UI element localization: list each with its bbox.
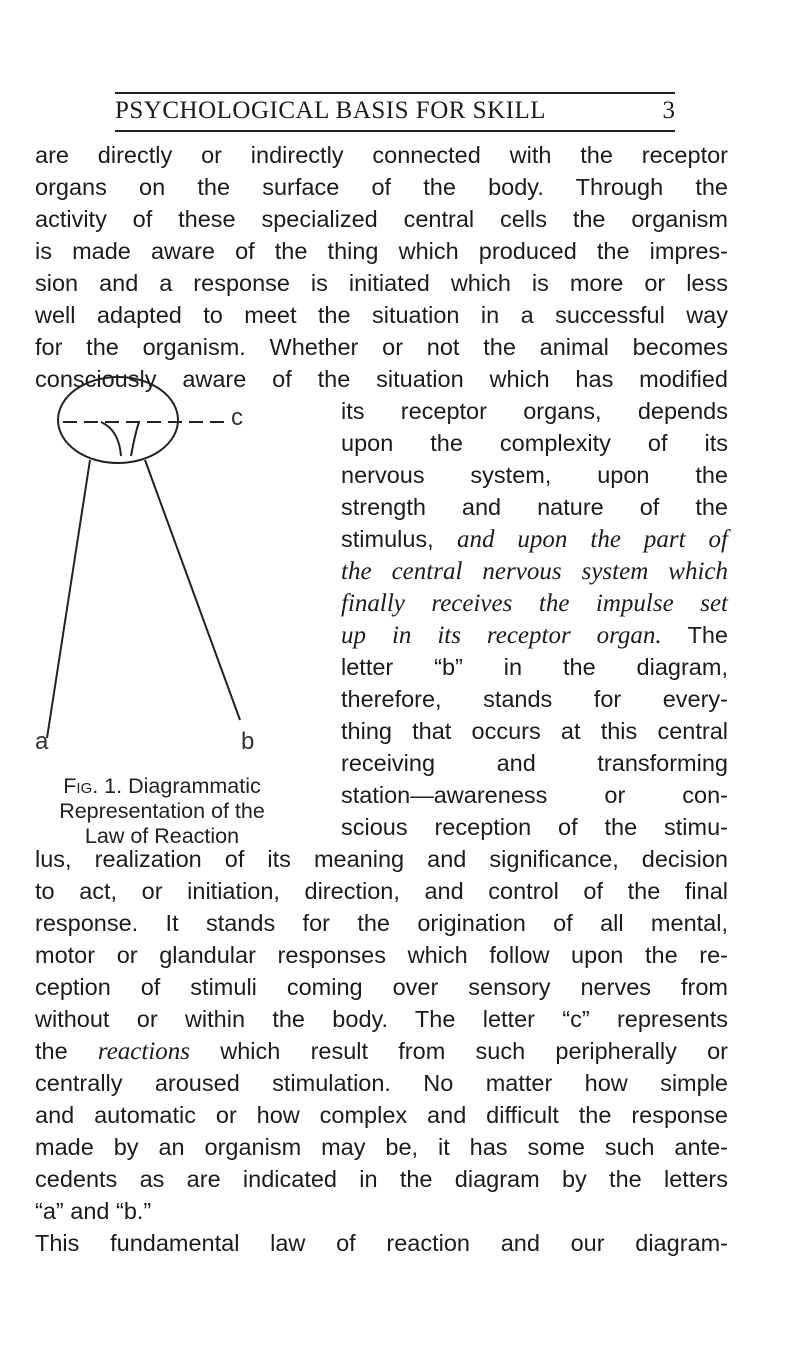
- text-line: upon the complexity of its: [341, 430, 728, 456]
- text-line: cedents as are indicated in the diagram by the letters: [35, 1166, 728, 1192]
- text-line: is made aware of the thing which produced the impres-: [35, 238, 728, 264]
- text-line: response. It stands for the origination of all mental,: [35, 910, 728, 936]
- text-line: made by an organism may be, it has some such ante-: [35, 1134, 728, 1160]
- text-line: sion and a response is initiated which is more or less: [35, 270, 728, 296]
- text-line: receiving and transforming: [341, 750, 728, 776]
- italic-text: up in its receptor organ.: [341, 622, 662, 649]
- text-line: nervous system, upon the: [341, 462, 728, 488]
- text-span: the: [35, 1038, 68, 1064]
- text-line: therefore, stands for every-: [341, 686, 728, 712]
- text-line: letter “b” in the diagram,: [341, 654, 728, 680]
- text-line: thing that occurs at this central: [341, 718, 728, 744]
- label-b: b: [241, 728, 255, 755]
- text-line: ception of stimuli coming over sensory nerves from: [35, 974, 728, 1000]
- afferent-path-line: [47, 460, 90, 738]
- text-line: scious reception of the stimu-: [341, 814, 728, 840]
- running-title: PSYCHOLOGICAL BASIS FOR SKILL: [115, 97, 546, 124]
- page-number: 3: [662, 97, 675, 124]
- label-a: a: [35, 728, 49, 755]
- efferent-path-line: [145, 460, 240, 720]
- text-line: motor or glandular responses which follow upon the re-: [35, 942, 728, 968]
- text-line: lus, realization of its meaning and significance, decision: [35, 846, 728, 872]
- text-line: well adapted to meet the situation in a successful way: [35, 302, 728, 328]
- text-line: station—awareness or con-: [341, 782, 728, 808]
- header-rule-top: [115, 92, 675, 94]
- header-rule-bottom: [115, 130, 675, 132]
- text-line: “a” and “b.”: [35, 1198, 152, 1224]
- italic-text: the central nervous system which: [341, 558, 728, 585]
- law-of-reaction-figure: [35, 368, 335, 848]
- inner-hook-right: [131, 422, 139, 456]
- text-line: [341, 556, 728, 586]
- label-c: c: [231, 404, 243, 431]
- text-line: strength and nature of the: [341, 494, 728, 520]
- text-span: which result from such peripherally or: [220, 1038, 728, 1064]
- text-line: [341, 588, 728, 618]
- reaction-diagram: [35, 368, 335, 748]
- caption-line: Diagrammatic: [128, 774, 261, 798]
- text-line: for the organism. Whether or not the animal becomes: [35, 334, 728, 360]
- text-line: [341, 620, 728, 650]
- italic-text: and upon the part of: [456, 526, 728, 553]
- caption-line: Representation of the: [59, 799, 265, 823]
- text-line: [341, 524, 728, 554]
- central-cell-ellipse: [58, 377, 178, 463]
- inner-hook-left: [101, 422, 121, 456]
- italic-text: reactions: [97, 1038, 191, 1065]
- text-line: its receptor organs, depends: [341, 398, 728, 424]
- text-line: and automatic or how complex and difficult the response: [35, 1102, 728, 1128]
- figure-caption: [35, 774, 289, 849]
- text-line: to act, or initiation, direction, and control of the final: [35, 878, 728, 904]
- text-line: consciously aware of the situation which has modified: [35, 366, 728, 392]
- text-line: centrally aroused stimulation. No matter how simple: [35, 1070, 728, 1096]
- caption-prefix: Fig. 1.: [63, 774, 123, 798]
- caption-line: Law of Reaction: [84, 824, 240, 848]
- text-line: organs on the surface of the body. Through the: [35, 174, 728, 200]
- text-line: without or within the body. The letter “c” represents: [35, 1006, 728, 1032]
- text-line: [35, 1036, 728, 1066]
- text-span: The: [687, 622, 728, 648]
- italic-text: finally receives the impulse set: [341, 590, 728, 617]
- text-span: stimulus,: [341, 526, 434, 552]
- text-line: activity of these specialized central cells the organism: [35, 206, 728, 232]
- text-line: are directly or indirectly connected with the receptor: [35, 142, 728, 168]
- text-line: This fundamental law of reaction and our diagram-: [35, 1230, 728, 1256]
- running-header: [115, 92, 675, 132]
